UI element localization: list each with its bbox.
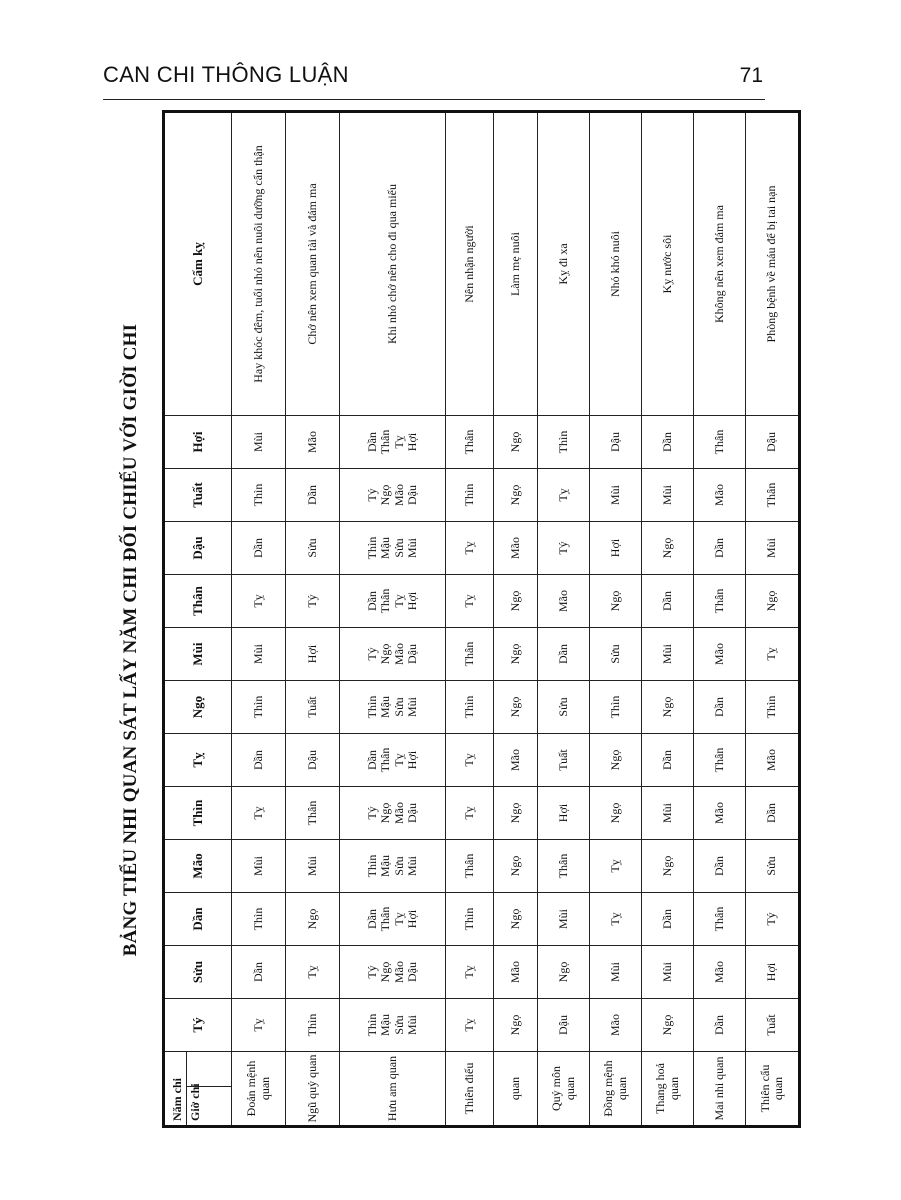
notes-header: Cấm kỵ xyxy=(164,112,232,416)
cell-line: Tỵ xyxy=(391,753,406,767)
table-row xyxy=(642,112,694,1127)
cell-line: Thìn xyxy=(364,536,379,560)
table-cell: Dần xyxy=(642,575,694,628)
observation-table xyxy=(162,110,801,1128)
table-cell: Dần xyxy=(694,681,746,734)
table-cell: Mùi xyxy=(590,946,642,999)
table-cell: Ngọ xyxy=(642,522,694,575)
table-cell: Mùi xyxy=(232,628,286,681)
table-cell-multi xyxy=(340,681,446,734)
table-row xyxy=(286,112,340,1127)
table-cell: Thìn xyxy=(538,416,590,469)
cell-line: Mão xyxy=(391,802,406,824)
table-cell: Thân xyxy=(694,416,746,469)
table-cell: Thân xyxy=(538,840,590,893)
table-cell: Thìn xyxy=(446,469,494,522)
table-row xyxy=(340,112,446,1127)
table-cell: Ngọ xyxy=(538,946,590,999)
col-header: Thìn xyxy=(164,787,232,840)
cell-line: Tý xyxy=(364,647,379,661)
cell-line: Mão xyxy=(391,643,406,665)
table-cell: Tỵ xyxy=(746,628,800,681)
table-cell: Mùi xyxy=(642,628,694,681)
cell-line: Tỵ xyxy=(391,912,406,926)
note-cell: Không nên xem đám ma xyxy=(694,112,746,416)
header-row xyxy=(164,112,232,1127)
table-row xyxy=(494,112,538,1127)
table-cell: Dần xyxy=(232,522,286,575)
table-cell: Ngọ xyxy=(494,416,538,469)
table-cell: Thân xyxy=(694,893,746,946)
cell-line: Dần xyxy=(364,750,379,770)
table-cell-multi xyxy=(340,946,446,999)
table-cell: Hợi xyxy=(590,522,642,575)
table-cell: Tỵ xyxy=(538,469,590,522)
table-cell: Thìn xyxy=(746,681,800,734)
table-cell: Dần xyxy=(694,999,746,1052)
table-cell: Tý xyxy=(538,522,590,575)
running-header-title: CAN CHI THÔNG LUẬN xyxy=(103,62,349,87)
table-cell: Thân xyxy=(446,416,494,469)
table-cell: Ngọ xyxy=(494,628,538,681)
col-header: Ngọ xyxy=(164,681,232,734)
table-cell: Thìn xyxy=(446,893,494,946)
cell-line: Mậu xyxy=(378,537,393,559)
row-label: Đồng mệnh quan xyxy=(590,1052,642,1127)
table-cell: Ngọ xyxy=(494,787,538,840)
cell-line: Tý xyxy=(364,488,379,502)
table-cell: Ngọ xyxy=(746,575,800,628)
table-cell: Tuất xyxy=(538,734,590,787)
cell-line: Dậu xyxy=(404,485,419,505)
table-cell: Tuất xyxy=(746,999,800,1052)
table-cell: Dần xyxy=(232,734,286,787)
corner-cell xyxy=(164,1052,232,1127)
table-cell-multi xyxy=(340,787,446,840)
table-cell: Dần xyxy=(538,628,590,681)
table-cell: Thân xyxy=(286,787,340,840)
col-header: Tỵ xyxy=(164,734,232,787)
table-cell-multi xyxy=(340,469,446,522)
table-cell: Dậu xyxy=(286,734,340,787)
table-row xyxy=(590,112,642,1127)
table-cell: Mùi xyxy=(232,416,286,469)
cell-line: Dậu xyxy=(404,962,419,982)
table-cell-multi xyxy=(340,522,446,575)
table-cell: Mùi xyxy=(286,840,340,893)
table-title: BẢNG TIỂU NHI QUAN SÁT LẤY NĂM CHI ĐỐI CHIẾU VỚI GIỜI CHI xyxy=(120,323,141,957)
cell-line: Thân xyxy=(378,429,393,455)
table-cell: Tuất xyxy=(286,681,340,734)
col-header: Tý xyxy=(164,999,232,1052)
table-cell-multi xyxy=(340,734,446,787)
table-cell-multi xyxy=(340,575,446,628)
page-number: 71 xyxy=(739,64,763,87)
table-cell: Tỵ xyxy=(232,575,286,628)
table-cell: Ngọ xyxy=(494,999,538,1052)
table-cell: Mùi xyxy=(642,787,694,840)
cell-line: Mùi xyxy=(404,538,419,559)
cell-line: Tỵ xyxy=(391,435,406,449)
table-cell: Thìn xyxy=(446,681,494,734)
table-row xyxy=(538,112,590,1127)
cell-line: Sửu xyxy=(391,856,406,876)
table-cell: Dần xyxy=(642,734,694,787)
table-cell: Mùi xyxy=(538,893,590,946)
table-cell: Mão xyxy=(694,946,746,999)
table-cell: Hợi xyxy=(746,946,800,999)
cell-line: Sửu xyxy=(391,697,406,717)
cell-line: Sửu xyxy=(391,538,406,558)
note-cell: Nhỏ khó nuôi xyxy=(590,112,642,416)
cell-line: Hợi xyxy=(404,591,419,611)
table-cell: Tỵ xyxy=(590,840,642,893)
cell-line: Thân xyxy=(378,906,393,932)
col-header: Sửu xyxy=(164,946,232,999)
table-cell: Ngọ xyxy=(494,575,538,628)
table-cell: Mão xyxy=(538,575,590,628)
cell-line: Ngọ xyxy=(378,643,393,665)
cell-line: Dậu xyxy=(404,644,419,664)
cell-line: Ngọ xyxy=(378,961,393,983)
cell-line: Thìn xyxy=(364,695,379,719)
table-cell: Thìn xyxy=(232,681,286,734)
table-cell: Ngọ xyxy=(642,840,694,893)
col-header: Mùi xyxy=(164,628,232,681)
table-cell: Thìn xyxy=(590,681,642,734)
cell-line: Hợi xyxy=(404,909,419,929)
row-label: Quỷ môn quan xyxy=(538,1052,590,1127)
table-cell: Tỵ xyxy=(446,575,494,628)
table-cell: Mão xyxy=(694,787,746,840)
table-cell: Sửu xyxy=(286,522,340,575)
table-cell: Mão xyxy=(286,416,340,469)
table-cell: Dậu xyxy=(538,999,590,1052)
table-cell: Thìn xyxy=(232,893,286,946)
cell-line: Sửu xyxy=(391,1015,406,1035)
table-cell: Ngọ xyxy=(590,575,642,628)
table-cell: Dần xyxy=(286,469,340,522)
table-cell: Thìn xyxy=(232,469,286,522)
table-cell: Ngọ xyxy=(494,469,538,522)
note-cell: Nên nhận người xyxy=(446,112,494,416)
note-cell: Hay khóc đêm, tuổi nhỏ nên nuôi dưỡng cẩn thận xyxy=(232,112,286,416)
table-cell: Tỵ xyxy=(590,893,642,946)
row-label: Ngũ quỷ quan xyxy=(286,1052,340,1127)
table-cell: Ngọ xyxy=(642,681,694,734)
note-cell: Kỵ đi xa xyxy=(538,112,590,416)
note-cell: Kỵ nước sôi xyxy=(642,112,694,416)
note-cell: Chớ nên xem quan tài và đám ma xyxy=(286,112,340,416)
table-cell: Thìn xyxy=(286,999,340,1052)
col-header: Mão xyxy=(164,840,232,893)
table-cell: Sửu xyxy=(746,840,800,893)
table-cell: Tỵ xyxy=(286,946,340,999)
table-row xyxy=(694,112,746,1127)
table-cell: Ngọ xyxy=(494,893,538,946)
table-cell-multi xyxy=(340,999,446,1052)
cell-line: Thìn xyxy=(364,854,379,878)
table-cell: Sửu xyxy=(590,628,642,681)
table-cell: Thân xyxy=(694,575,746,628)
row-label: Mai nhi quan xyxy=(694,1052,746,1127)
table-cell: Mùi xyxy=(642,469,694,522)
cell-line: Hợi xyxy=(404,750,419,770)
table-cell: Mùi xyxy=(590,469,642,522)
table-cell: Tý xyxy=(286,575,340,628)
row-label: Đoản mệnh quan xyxy=(232,1052,286,1127)
table-cell: Ngọ xyxy=(286,893,340,946)
table-cell: Dần xyxy=(694,522,746,575)
table-cell: Tỵ xyxy=(446,522,494,575)
table-cell: Ngọ xyxy=(590,734,642,787)
rotated-table-content xyxy=(162,113,785,1128)
table-row xyxy=(446,112,494,1127)
table-cell: Hợi xyxy=(538,787,590,840)
table-cell: Dần xyxy=(642,416,694,469)
cell-line: Dậu xyxy=(404,803,419,823)
rotated-table-frame xyxy=(162,113,785,1128)
table-cell: Tỵ xyxy=(446,787,494,840)
col-header: Hợi xyxy=(164,416,232,469)
col-header: Dậu xyxy=(164,522,232,575)
table-cell: Mùi xyxy=(232,840,286,893)
table-cell: Mão xyxy=(494,946,538,999)
table-row xyxy=(232,112,286,1127)
cell-line: Mùi xyxy=(404,697,419,718)
note-cell: Làm mẹ nuôi xyxy=(494,112,538,416)
cell-line: Mậu xyxy=(378,855,393,877)
row-label: Thiên điếu xyxy=(446,1052,494,1127)
table-body xyxy=(232,112,800,1127)
row-label: Hưu am quan xyxy=(340,1052,446,1127)
cell-line: Mùi xyxy=(404,856,419,877)
table-cell: Dần xyxy=(642,893,694,946)
header-rule xyxy=(103,99,765,100)
table-cell: Mão xyxy=(746,734,800,787)
cell-line: Ngọ xyxy=(378,802,393,824)
table-cell: Dần xyxy=(232,946,286,999)
table-cell: Thân xyxy=(446,840,494,893)
table-cell: Thân xyxy=(694,734,746,787)
row-label: Thiên cẩu quan xyxy=(746,1052,800,1127)
cell-line: Mão xyxy=(391,484,406,506)
cell-line: Dần xyxy=(364,432,379,452)
table-cell: Tý xyxy=(746,893,800,946)
table-cell: Dậu xyxy=(590,416,642,469)
cell-line: Thân xyxy=(378,588,393,614)
cell-line: Ngọ xyxy=(378,484,393,506)
table-cell-multi xyxy=(340,840,446,893)
table-cell: Mùi xyxy=(642,946,694,999)
table-cell: Ngọ xyxy=(494,840,538,893)
table-cell-multi xyxy=(340,416,446,469)
cell-line: Thìn xyxy=(364,1013,379,1037)
cell-line: Hợi xyxy=(404,432,419,452)
table-cell: Tỵ xyxy=(446,999,494,1052)
table-cell-multi xyxy=(340,893,446,946)
table-cell: Dậu xyxy=(746,416,800,469)
cell-line: Dần xyxy=(364,909,379,929)
table-cell: Mão xyxy=(694,469,746,522)
table-cell: Tỵ xyxy=(446,946,494,999)
cell-line: Tỵ xyxy=(391,594,406,608)
note-cell: Khi nhỏ chớ nên cho đi qua miếu xyxy=(340,112,446,416)
table-cell: Tỵ xyxy=(446,734,494,787)
cell-line: Mậu xyxy=(378,696,393,718)
corner-top-label: Năm chi xyxy=(170,1078,184,1121)
table-cell: Ngọ xyxy=(494,681,538,734)
col-header: Tuất xyxy=(164,469,232,522)
table-cell: Mùi xyxy=(746,522,800,575)
table-cell: Tỵ xyxy=(232,787,286,840)
row-label: Thang hoả quan xyxy=(642,1052,694,1127)
table-cell: Mão xyxy=(494,734,538,787)
table-cell: Dần xyxy=(694,840,746,893)
table-cell: Dần xyxy=(746,787,800,840)
cell-line: Mão xyxy=(391,961,406,983)
table-cell: Mão xyxy=(494,522,538,575)
table-cell: Sửu xyxy=(538,681,590,734)
corner-line xyxy=(186,1052,187,1125)
table-cell: Thân xyxy=(746,469,800,522)
table-cell-multi xyxy=(340,628,446,681)
cell-line: Mùi xyxy=(404,1015,419,1036)
row-label: quan xyxy=(494,1052,538,1127)
cell-line: Mậu xyxy=(378,1014,393,1036)
table-cell: Mão xyxy=(590,999,642,1052)
note-cell: Phòng bệnh về máu để bị tai nạn xyxy=(746,112,800,416)
table-cell: Thân xyxy=(446,628,494,681)
table-cell: Ngọ xyxy=(590,787,642,840)
col-header: Thân xyxy=(164,575,232,628)
cell-line: Tý xyxy=(364,965,379,979)
cell-line: Dần xyxy=(364,591,379,611)
table-row xyxy=(746,112,800,1127)
col-header: Dần xyxy=(164,893,232,946)
cell-line: Tý xyxy=(364,806,379,820)
cell-line: Thân xyxy=(378,747,393,773)
corner-bottom-label: Giờ chi xyxy=(188,1083,202,1121)
table-cell: Hợi xyxy=(286,628,340,681)
table-cell: Tỵ xyxy=(232,999,286,1052)
table-cell: Mão xyxy=(694,628,746,681)
table-cell: Ngọ xyxy=(642,999,694,1052)
